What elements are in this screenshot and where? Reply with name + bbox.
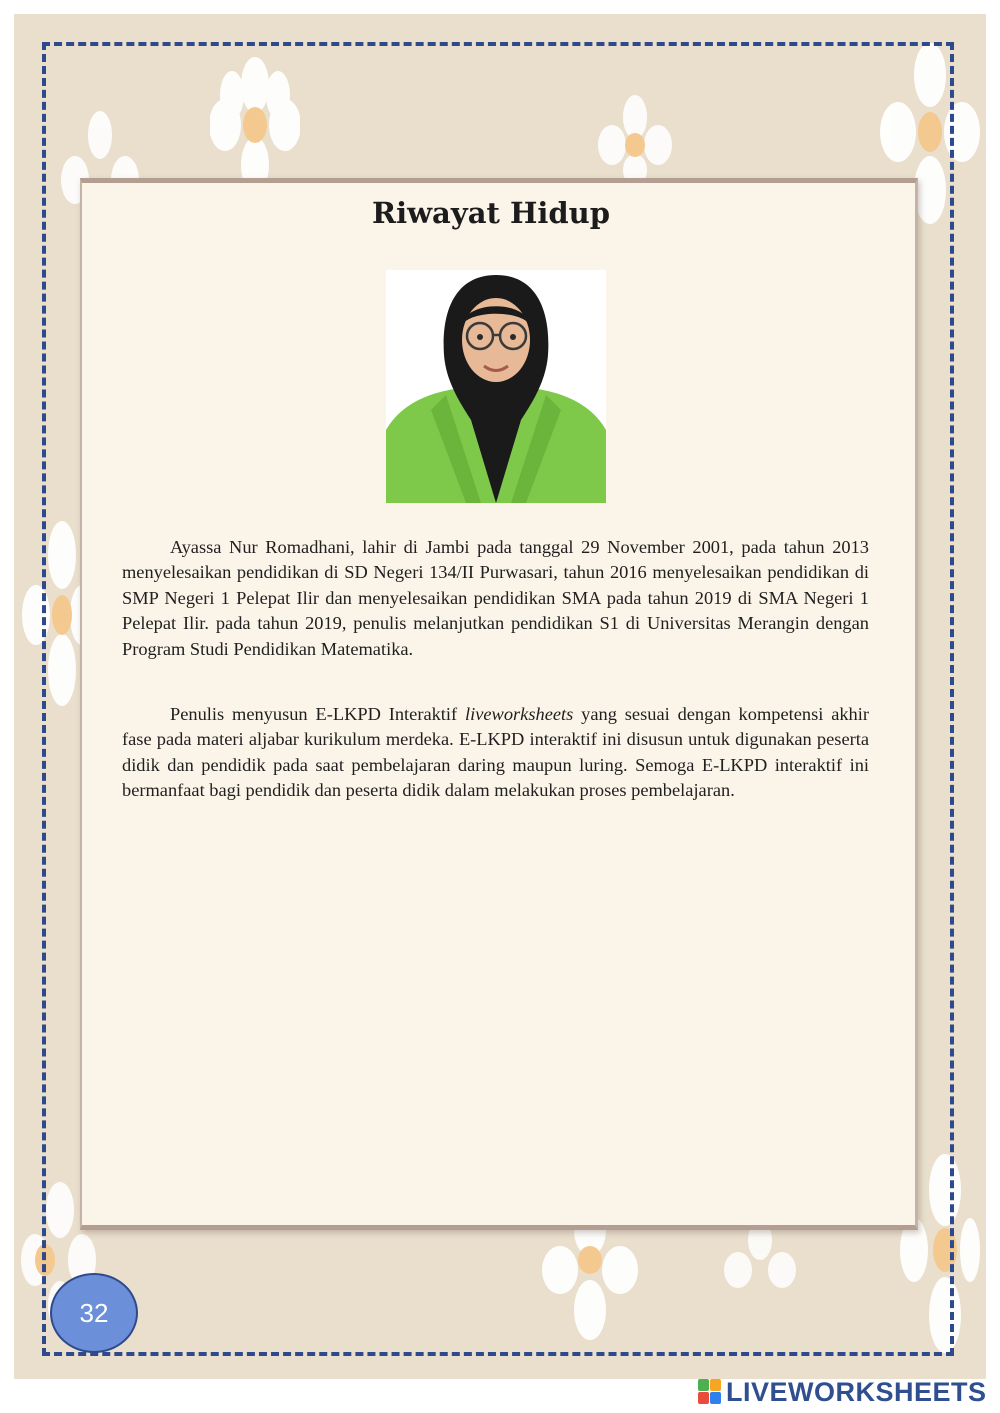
liveworksheets-brand (698, 1377, 987, 1407)
brand-name: LIVEWORKSHEETS (726, 1376, 987, 1407)
author-portrait-image (386, 270, 606, 503)
purpose-text-end: yang sesuai dengan kompetensi akhir fase pada materi aljabar kurikulum merdeka. E-LKPD interaktif ini disusun untuk digunakan peserta didik dan pendidik pada saat pembelajaran daring maupun luring. Semoga E-LKPD interaktif ini bermanfaat bagi pendidik dan peserta didik dalam melakukan proses pembelajaran. (122, 704, 869, 801)
purpose-text-start: Penulis menyusun E-LKPD Interaktif (170, 704, 466, 724)
page-number-badge (50, 1273, 138, 1353)
page-number: 32 (79, 1297, 109, 1328)
liveworksheets-italic: liveworksheets (465, 704, 574, 724)
liveworksheets-logo-icon (698, 1379, 722, 1405)
page-title: Riwayat Hidup (371, 196, 611, 230)
purpose-paragraph (122, 702, 869, 804)
biography-paragraph: Ayassa Nur Romadhani, lahir di Jambi pada tanggal 29 November 2001, pada tahun 2013 menyelesaikan pendidikan di SD Negeri 134/II Purwasari, tahun 2016 menyelesaikan pendidikan di SMP Negeri 1 Pelepat Ilir dan menyelesaikan pendidikan SMA pada tahun 2019 di SMA Negeri 1 Pelepat Ilir. pada tahun 2019, penulis melanjutkan pendidikan S1 di Universitas Merangin dengan Program Studi Pendidikan Matematika. (122, 537, 869, 659)
author-photo (386, 270, 606, 503)
